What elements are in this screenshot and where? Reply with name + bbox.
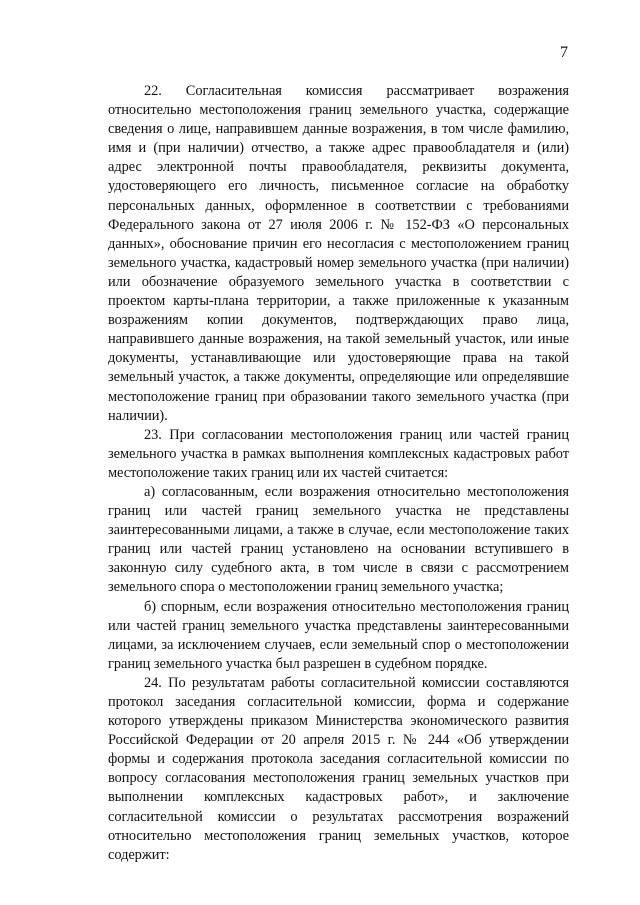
paragraph-22: 22. Согласительная комиссия рассматривает возражения относительно местоположения границ земельного участка, содержащие сведения о лице, направившем данные возражения, в том числе фамилию, имя и (при наличии) отчество, а также адрес правообладателя и (или) адрес электронной почты правообладателя, реквизиты документа, удостоверяющего его личность, письменное согласие на обработку персональных данных, оформленное в соответствии с требованиями Федерального закона от 27 июля 2006 г. № 152-ФЗ «О персональных данных», обоснование причин его несогласия с местоположением границ земельного участка, кадастровый номер земельного участка (при наличии) или обозначение образуемого земельного участка в соответствии с проектом карты-плана территории, а также приложенные к указанным возражениям копии документов, подтверждающих право лица, направившего данные возражения, на такой земельный участок, или иные документы, устанавливающие или удостоверяющие права на такой земельный участок, а также документы, определяющие или определявшие местоположение границ при образовании такого земельного участка (при наличии).	[108, 83, 569, 424]
document-body	[108, 82, 569, 865]
page-number: 7	[560, 44, 568, 61]
paragraph-24: 24. По результатам работы согласительной комиссии составляются протокол заседания согласительной комиссии, форма и содержание которого утверждены приказом Министерства экономического развития Российской Федерации от 20 апреля 2015 г. № 244 «Об утверждении формы и содержания протокола заседания согласительной комиссии по вопросу согласования местоположения границ земельных участков при выполнении комплексных кадастровых работ», и заключение согласительной комиссии о результатах рассмотрения возражений относительно местоположения границ земельных участков, которое содержит:	[108, 674, 569, 863]
paragraph-23-b: б) спорным, если возражения относительно местоположения границ или частей границ земельного участка представлены заинтересованными лицами, за исключением случаев, если земельный спор о местоположении границ земельного участка был разрешен в судебном порядке.	[108, 598, 569, 672]
paragraph-23-a: а) согласованным, если возражения относительно местоположения границ или частей границ земельного участка не представлены заинтересованными лицами, а также в случае, если местоположение таких границ или частей границ установлено на основании вступившего в законную силу судебного акта, в том числе в связи с рассмотрением земельного спора о местоположении границ земельного участка;	[108, 483, 569, 596]
paragraph-23: 23. При согласовании местоположения границ или частей границ земельного участка в рамках выполнения комплексных кадастровых работ местоположение таких границ или их частей считается:	[108, 426, 569, 481]
